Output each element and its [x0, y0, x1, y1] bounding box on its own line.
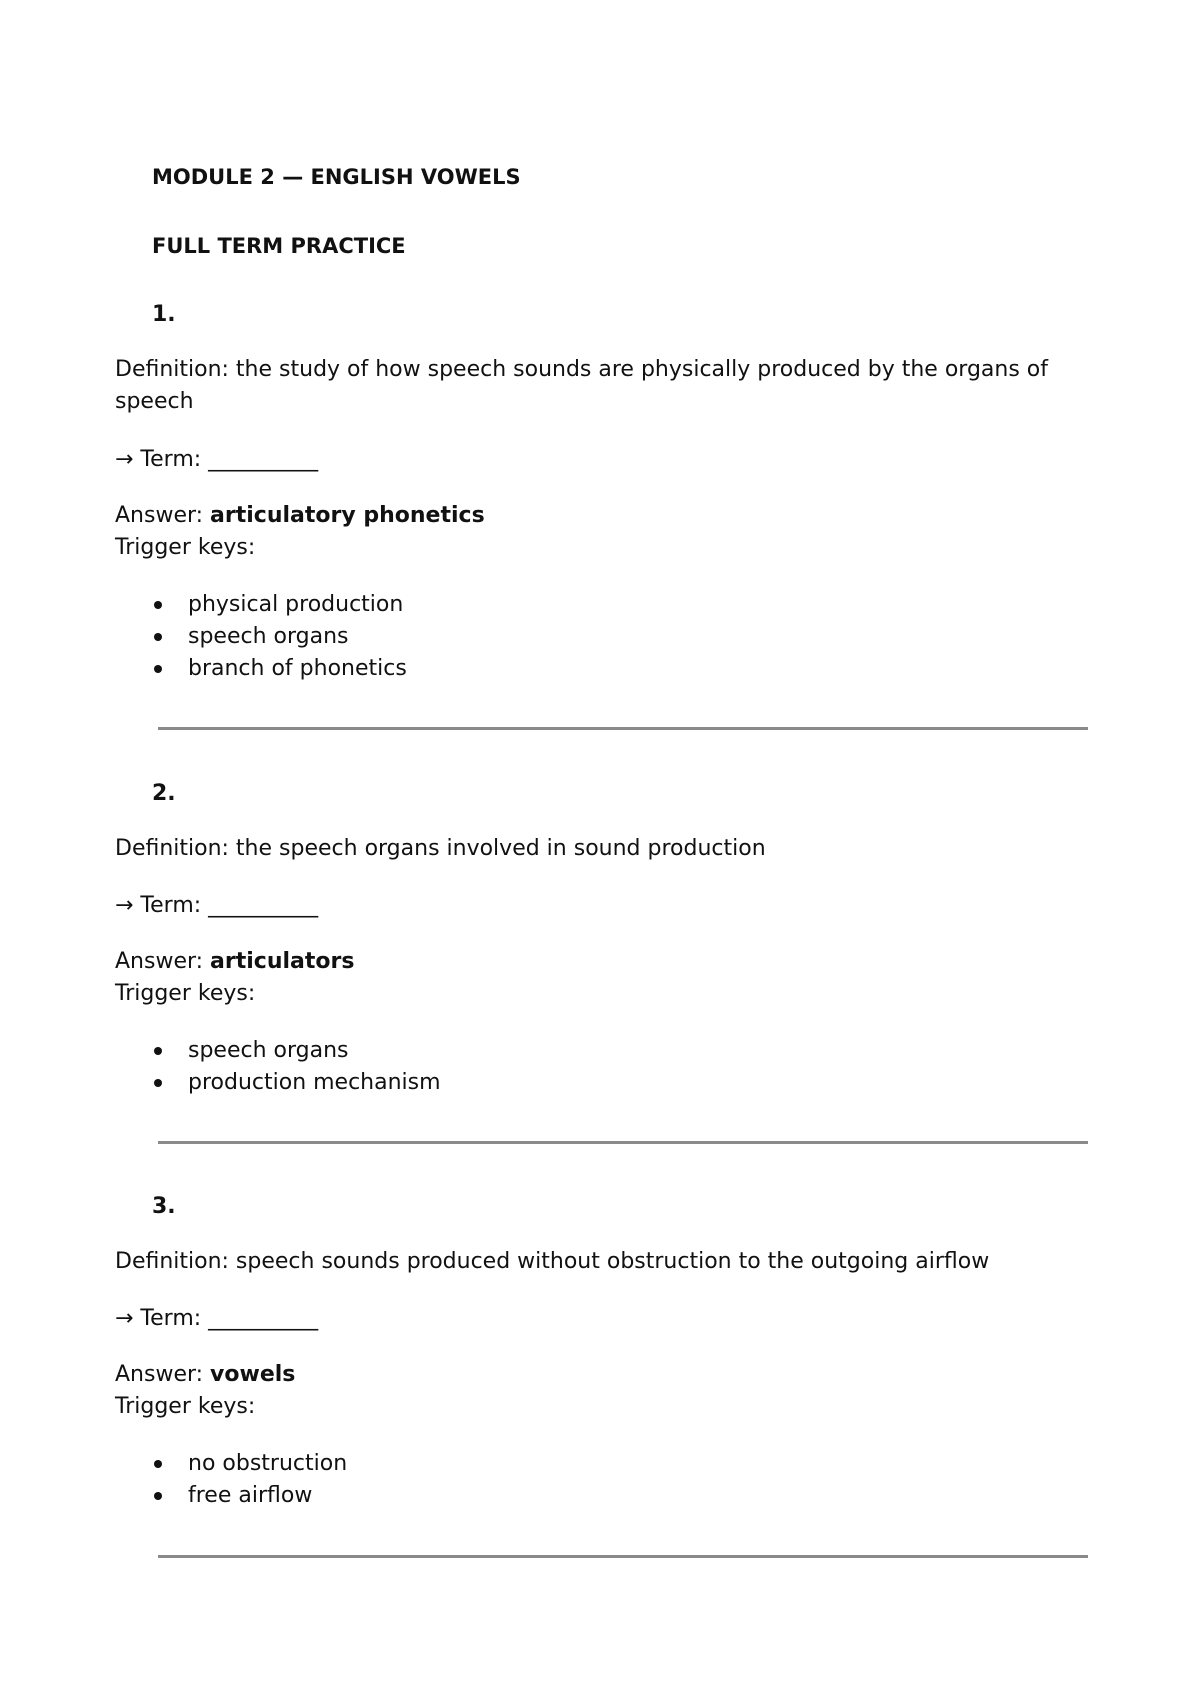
answer-value-3: vowels — [210, 1362, 296, 1387]
answer-line-1 — [115, 501, 485, 531]
trigger-keys-label-3: Trigger keys: — [115, 1394, 256, 1419]
trigger-key-1-3: branch of phonetics — [188, 656, 407, 681]
trigger-keys-label-2: Trigger keys: — [115, 981, 256, 1006]
definition-3-line-1: Definition: speech sounds produced without obstruction to the outgoing airflow — [115, 1249, 990, 1274]
bullet-icon — [154, 1492, 162, 1500]
definition-1-line-1: Definition: the study of how speech sounds are physically produced by the organs of — [115, 357, 1049, 382]
trigger-key-3-1: no obstruction — [188, 1451, 348, 1476]
bullet-icon — [154, 1047, 162, 1055]
bullet-icon — [154, 665, 162, 673]
definition-1-line-2: speech — [115, 389, 194, 414]
bullet-icon — [154, 1460, 162, 1468]
bullet-icon — [154, 1079, 162, 1087]
answer-value-1: articulatory phonetics — [210, 503, 485, 528]
practice-subtitle: FULL TERM PRACTICE — [152, 234, 406, 258]
term-prompt-1: → Term: __________ — [115, 447, 319, 472]
answer-line-3 — [115, 1360, 295, 1390]
trigger-key-3-2: free airflow — [188, 1483, 313, 1508]
term-prompt-3: → Term: __________ — [115, 1306, 319, 1331]
answer-value-2: articulators — [210, 949, 355, 974]
question-number-1: 1. — [152, 302, 176, 327]
trigger-key-1-1: physical production — [188, 592, 404, 617]
question-number-2: 2. — [152, 781, 176, 806]
bullet-icon — [154, 633, 162, 641]
module-title: MODULE 2 — ENGLISH VOWELS — [152, 165, 521, 189]
answer-prefix: Answer: — [115, 949, 211, 974]
section-divider-2 — [158, 1141, 1088, 1144]
definition-2-line-1: Definition: the speech organs involved in sound production — [115, 836, 766, 861]
trigger-key-2-2: production mechanism — [188, 1070, 441, 1095]
section-divider-1 — [158, 727, 1088, 730]
section-divider-3 — [158, 1555, 1088, 1558]
trigger-keys-label-1: Trigger keys: — [115, 535, 256, 560]
answer-prefix: Answer: — [115, 1362, 211, 1387]
bullet-icon — [154, 601, 162, 609]
trigger-key-2-1: speech organs — [188, 1038, 349, 1063]
answer-line-2 — [115, 947, 354, 977]
trigger-key-1-2: speech organs — [188, 624, 349, 649]
term-prompt-2: → Term: __________ — [115, 893, 319, 918]
question-number-3: 3. — [152, 1194, 176, 1219]
answer-prefix: Answer: — [115, 503, 211, 528]
